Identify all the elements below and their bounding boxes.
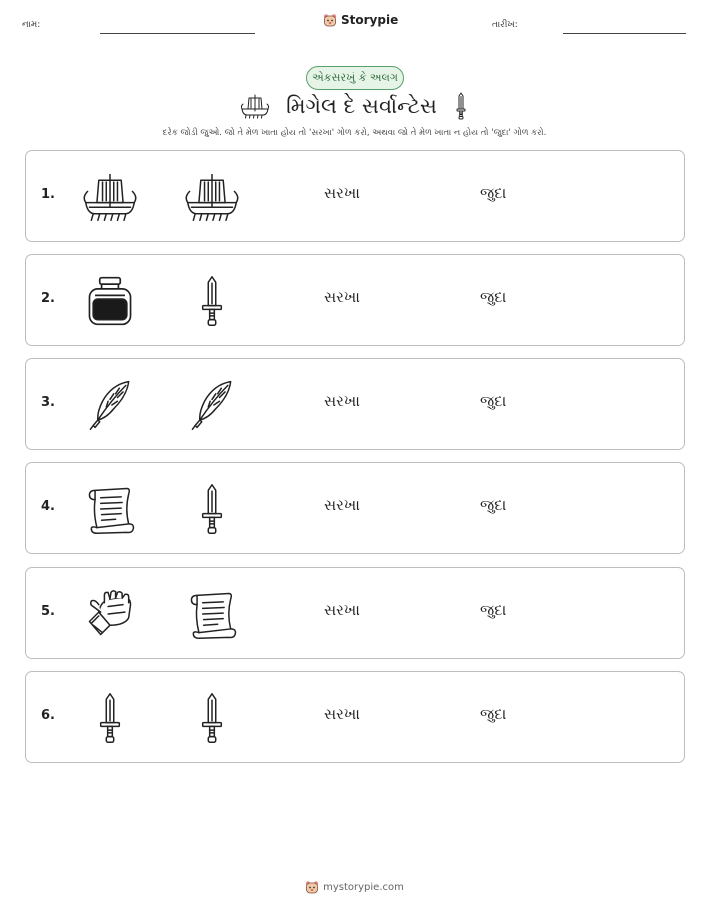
option-same[interactable]: સરખા bbox=[324, 705, 360, 723]
name-label: નામ: bbox=[22, 20, 41, 30]
question-row bbox=[25, 254, 685, 346]
option-different[interactable]: જુદા bbox=[480, 496, 507, 514]
brand-name: Storypie bbox=[341, 13, 399, 27]
scroll-icon bbox=[82, 481, 138, 537]
footer bbox=[0, 880, 709, 894]
question-row bbox=[25, 567, 685, 659]
question-number: 6. bbox=[41, 708, 55, 723]
option-same[interactable]: સરખા bbox=[324, 184, 360, 202]
sword-icon bbox=[82, 690, 138, 746]
footer-url[interactable]: mystorypie.com bbox=[323, 881, 404, 893]
question-row bbox=[25, 671, 685, 763]
question-row bbox=[25, 150, 685, 242]
question-number: 5. bbox=[41, 604, 55, 619]
option-different[interactable]: જુદા bbox=[480, 392, 507, 410]
ship-icon bbox=[184, 169, 240, 225]
sword-icon bbox=[184, 690, 240, 746]
question-row bbox=[25, 462, 685, 554]
question-row bbox=[25, 358, 685, 450]
date-line[interactable] bbox=[563, 33, 686, 34]
sword-icon bbox=[184, 481, 240, 537]
storypie-logo bbox=[323, 13, 398, 27]
option-same[interactable]: સરખા bbox=[324, 496, 360, 514]
worksheet-type-badge: એકસરખું કે અલગ bbox=[306, 66, 404, 90]
title-row bbox=[0, 90, 709, 122]
page-title: મિગેલ દે સર્વાન્ટેસ bbox=[286, 93, 437, 118]
sword-icon bbox=[453, 92, 469, 120]
question-number: 3. bbox=[41, 395, 55, 410]
option-same[interactable]: સરખા bbox=[324, 392, 360, 410]
instructions: દરેક જોડી જુઓ. જો તે મેળ ખાતા હોય તો 'સરખા' ગોળ કરો, અથવા જો તે મેળ ખાતા ન હોય તો 'જુદા' ગોળ કરો. bbox=[162, 128, 547, 138]
quill-icon bbox=[184, 377, 240, 433]
mascot-icon bbox=[323, 13, 337, 27]
option-same[interactable]: સરખા bbox=[324, 601, 360, 619]
option-different[interactable]: જુદા bbox=[480, 288, 507, 306]
question-number: 2. bbox=[41, 291, 55, 306]
ship-icon bbox=[82, 169, 138, 225]
option-different[interactable]: જુદા bbox=[480, 705, 507, 723]
question-number: 1. bbox=[41, 187, 55, 202]
sword-icon bbox=[184, 273, 240, 329]
ship-icon bbox=[240, 92, 270, 120]
question-number: 4. bbox=[41, 499, 55, 514]
inkwell-icon bbox=[82, 273, 138, 329]
scroll-icon bbox=[184, 586, 240, 642]
option-different[interactable]: જુદા bbox=[480, 184, 507, 202]
name-line[interactable] bbox=[100, 33, 255, 34]
option-same[interactable]: સરખા bbox=[324, 288, 360, 306]
date-label: તારીખ: bbox=[492, 20, 518, 30]
mascot-icon bbox=[305, 880, 319, 894]
option-different[interactable]: જુદા bbox=[480, 601, 507, 619]
quill-icon bbox=[82, 377, 138, 433]
gauntlet-icon bbox=[82, 586, 138, 642]
